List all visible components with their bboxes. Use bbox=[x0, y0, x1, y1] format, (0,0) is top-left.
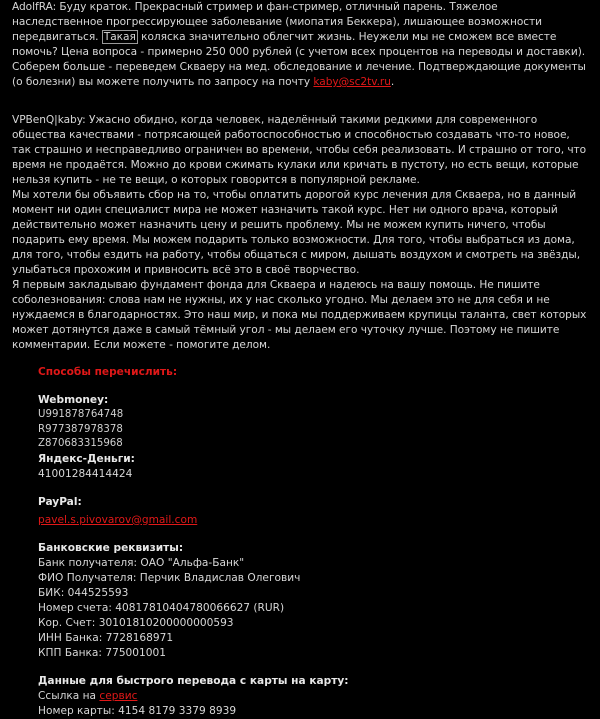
highlighted-word: Такая bbox=[103, 31, 136, 43]
webmoney-wallets bbox=[38, 408, 588, 452]
intro-paragraph bbox=[12, 0, 588, 90]
donation-methods bbox=[38, 365, 588, 719]
yandex-title: Яндекс-Деньги: bbox=[38, 452, 135, 465]
webmoney-wallet-z: Z870683315968 bbox=[38, 438, 123, 449]
paypal-title: PayPal: bbox=[38, 495, 82, 508]
service-link[interactable]: сервис bbox=[99, 689, 138, 702]
donation-heading: Способы перечислить: bbox=[38, 366, 178, 378]
bank-line: Банк получателя: ОАО "Альфа-Банк" bbox=[38, 556, 245, 569]
webmoney-title: Webmoney: bbox=[38, 394, 109, 406]
bank-details bbox=[38, 556, 588, 661]
appeal-paragraph: VPBenQ|kaby: Ужасно обидно, когда человек, наделённый такими редкими для современного общества качествами - потрясающей работоспособностью и способностью создавать что-то новое, так страшно и несправедливо ограничен во времени, чтобы себя реализовать. И страшно от того, что время не продаётся. Можно до крови сжимать кулаки или кричать в пустоту, но есть вещи, которые нельзя купить - не те вещи, о которых говорится в популярной рекламе. Мы хотели бы объявить сбор на то, чтобы оплатить дорогой курс лечения для Скваера, но в данный момент ни один специалист мира не может назначить такой курс. Нет ни одного врача, который действительно может назначить цену и решить проблему. Мы не можем купить ничего, чтобы подарить ему время. Мы можем подарить только возможности. Для того, чтобы выбраться из дома, для того, чтобы ездить на работу, чтобы общаться с миром, дышать воздухом и смотреть на звёзды, улыбаться прохожим и привносить всё это в своё творчество. Я первым закладываю фундамент фонда для Скваера и надеюсь на вашу помощь. Не пишите соболезнования: слова нам не нужны, их у нас сколько угодно. Мы делаем это не для себя и не нуждаемся в благодарностях. Это наш мир, и пока мы поддерживаем крупицы таланта, свет которых может дотянутся даже в самый тёмный угол - мы делаем его чуточку лучше. Поэтому не пишите комментарии. Если можете - помогите делом. bbox=[12, 114, 587, 351]
intro-text-continued: коляска значительно облегчит жизнь. Неужели мы не сможем все вместе помочь? Цена вопроса - примерно 250 000 рублей (с учетом всех процентов на переводы и доставки). Соберем больше - переведем Скваеру на мед. обследование и лечение. Подтверждающие документы (о болезни) вы можете получить по запросу на почту bbox=[12, 31, 586, 88]
intro-tail: . bbox=[390, 76, 395, 88]
intro-text: AdolfRA: Буду краток. Прекрасный стример и фан-стример, отличный парень. Тяжелое наследственное прогрессирующее заболевание (миопатия Беккера), лишающее возможности передвигаться. bbox=[12, 1, 543, 43]
bank-line: БИК: 044525593 bbox=[38, 586, 129, 599]
bank-line: ИНН Банка: 7728168971 bbox=[38, 631, 174, 644]
card-transfer-title: Данные для быстрого перевода с карты на карту: bbox=[38, 674, 349, 687]
bank-line: Кор. Счет: 30101810200000000593 bbox=[38, 616, 234, 629]
yandex-account: 41001284414424 bbox=[38, 467, 133, 480]
bank-title: Банковские реквизиты: bbox=[38, 541, 184, 554]
webmoney-wallet-r: R977387978378 bbox=[38, 423, 123, 435]
service-link-line bbox=[38, 689, 588, 704]
bank-line: Номер счета: 40817810404780066627 (RUR) bbox=[38, 601, 285, 614]
contact-email-link[interactable]: kaby@sc2tv.ru bbox=[313, 76, 391, 88]
bank-line: ФИО Получателя: Перчик Владислав Олегович bbox=[38, 571, 301, 584]
paypal-email-link[interactable]: pavel.s.pivovarov@gmail.com bbox=[38, 513, 198, 526]
card-number: Номер карты: 4154 8179 3379 8939 bbox=[38, 704, 237, 717]
bank-line: КПП Банка: 775001001 bbox=[38, 646, 166, 659]
webmoney-wallet-u: U991878764748 bbox=[38, 409, 124, 420]
service-link-prefix: Ссылка на bbox=[38, 689, 97, 702]
